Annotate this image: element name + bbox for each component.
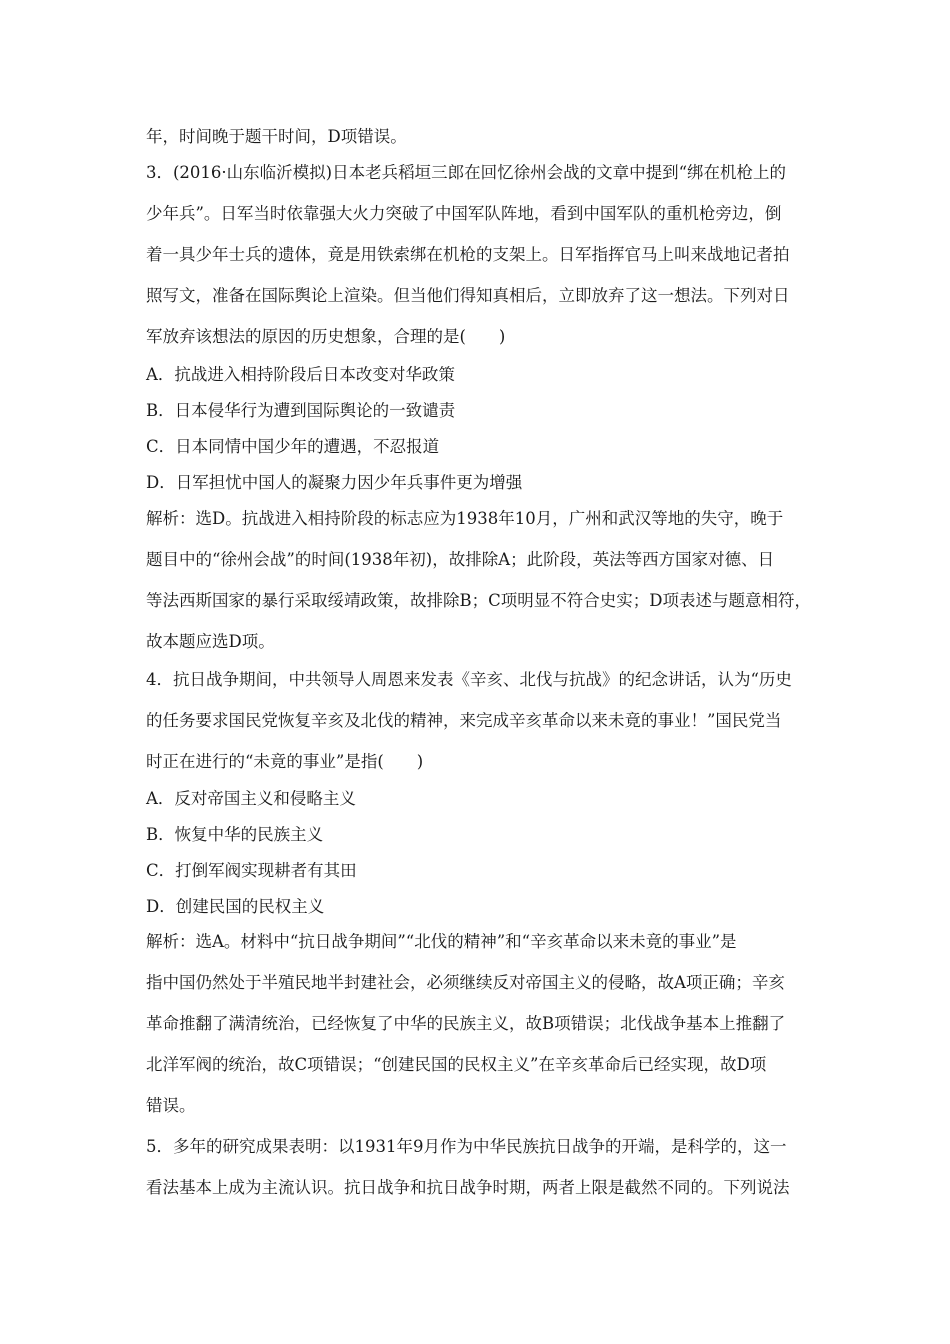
text-line: 时正在进行的“未竟的事业”是指( ) [146,752,424,771]
text-line: 着一具少年士兵的遗体，竟是用铁索绑在机枪的支架上。日军指挥官马上叫来战地记者拍 [146,245,790,264]
option-a: A．抗战进入相持阶段后日本改变对华政策 [146,365,455,384]
text-line: 看法基本上成为主流认识。抗日战争和抗日战争时期，两者上限是截然不同的。下列说法 [146,1178,790,1197]
text-line: 的任务要求国民党恢复辛亥及北伐的精神，来完成辛亥革命以来未竟的事业！”国民党当 [146,711,782,730]
analysis-line: 故本题应选D项。 [146,632,275,651]
question-3-line: 3．(2016·山东临沂模拟)日本老兵稻垣三郎在回忆徐州会战的文章中提到“绑在机枪上的 [146,163,787,182]
option-b: B．恢复中华的民族主义 [146,825,324,844]
analysis-line: 等法西斯国家的暴行采取绥靖政策，故排除B；C项明显不符合史实；D项表述与题意相符， [146,591,811,610]
analysis-line: 革命推翻了满清统治，已经恢复了中华的民族主义，故B项错误；北伐战争基本上推翻了 [146,1014,786,1033]
text-line: 军放弃该想法的原因的历史想象，合理的是( ) [146,327,506,346]
analysis-line: 错误。 [146,1096,196,1115]
option-c: C．打倒军阀实现耕者有其田 [146,861,357,880]
analysis-line: 题目中的“徐州会战”的时间(1938年初)，故排除A；此阶段，英法等西方国家对德、日 [146,550,775,569]
option-b: B．日本侵华行为遭到国际舆论的一致谴责 [146,401,456,420]
text-line: 少年兵”。日军当时依靠强大火力突破了中国军队阵地，看到中国军队的重机枪旁边，倒 [146,204,782,223]
question-4-line: 4．抗日战争期间，中共领导人周恩来发表《辛亥、北伐与抗战》的纪念讲话，认为“历史 [146,670,792,689]
option-a: A．反对帝国主义和侵略主义 [146,789,356,808]
option-d: D．日军担忧中国人的凝聚力因少年兵事件更为增强 [146,473,523,492]
option-c: C．日本同情中国少年的遭遇，不忍报道 [146,437,440,456]
text-line: 年，时间晚于题干时间，D项错误。 [146,127,407,146]
analysis-line: 解析：选D。抗战进入相持阶段的标志应为1938年10月，广州和武汉等地的失守，晚于 [146,509,784,528]
text-line: 照写文，准备在国际舆论上渲染。但当他们得知真相后，立即放弃了这一想法。下列对日 [146,286,790,305]
option-d: D．创建民国的民权主义 [146,897,325,916]
analysis-line: 北洋军阀的统治，故C项错误；“创建民国的民权主义”在辛亥革命后已经实现，故D项 [146,1055,767,1074]
question-5-line: 5．多年的研究成果表明：以1931年9月作为中华民族抗日战争的开端，是科学的，这一 [146,1137,787,1156]
analysis-line: 指中国仍然处于半殖民地半封建社会，必须继续反对帝国主义的侵略，故A项正确；辛亥 [146,973,785,992]
analysis-line: 解析：选A。材料中“抗日战争期间”“北伐的精神”和“辛亥革命以来未竟的事业”是 [146,932,737,951]
